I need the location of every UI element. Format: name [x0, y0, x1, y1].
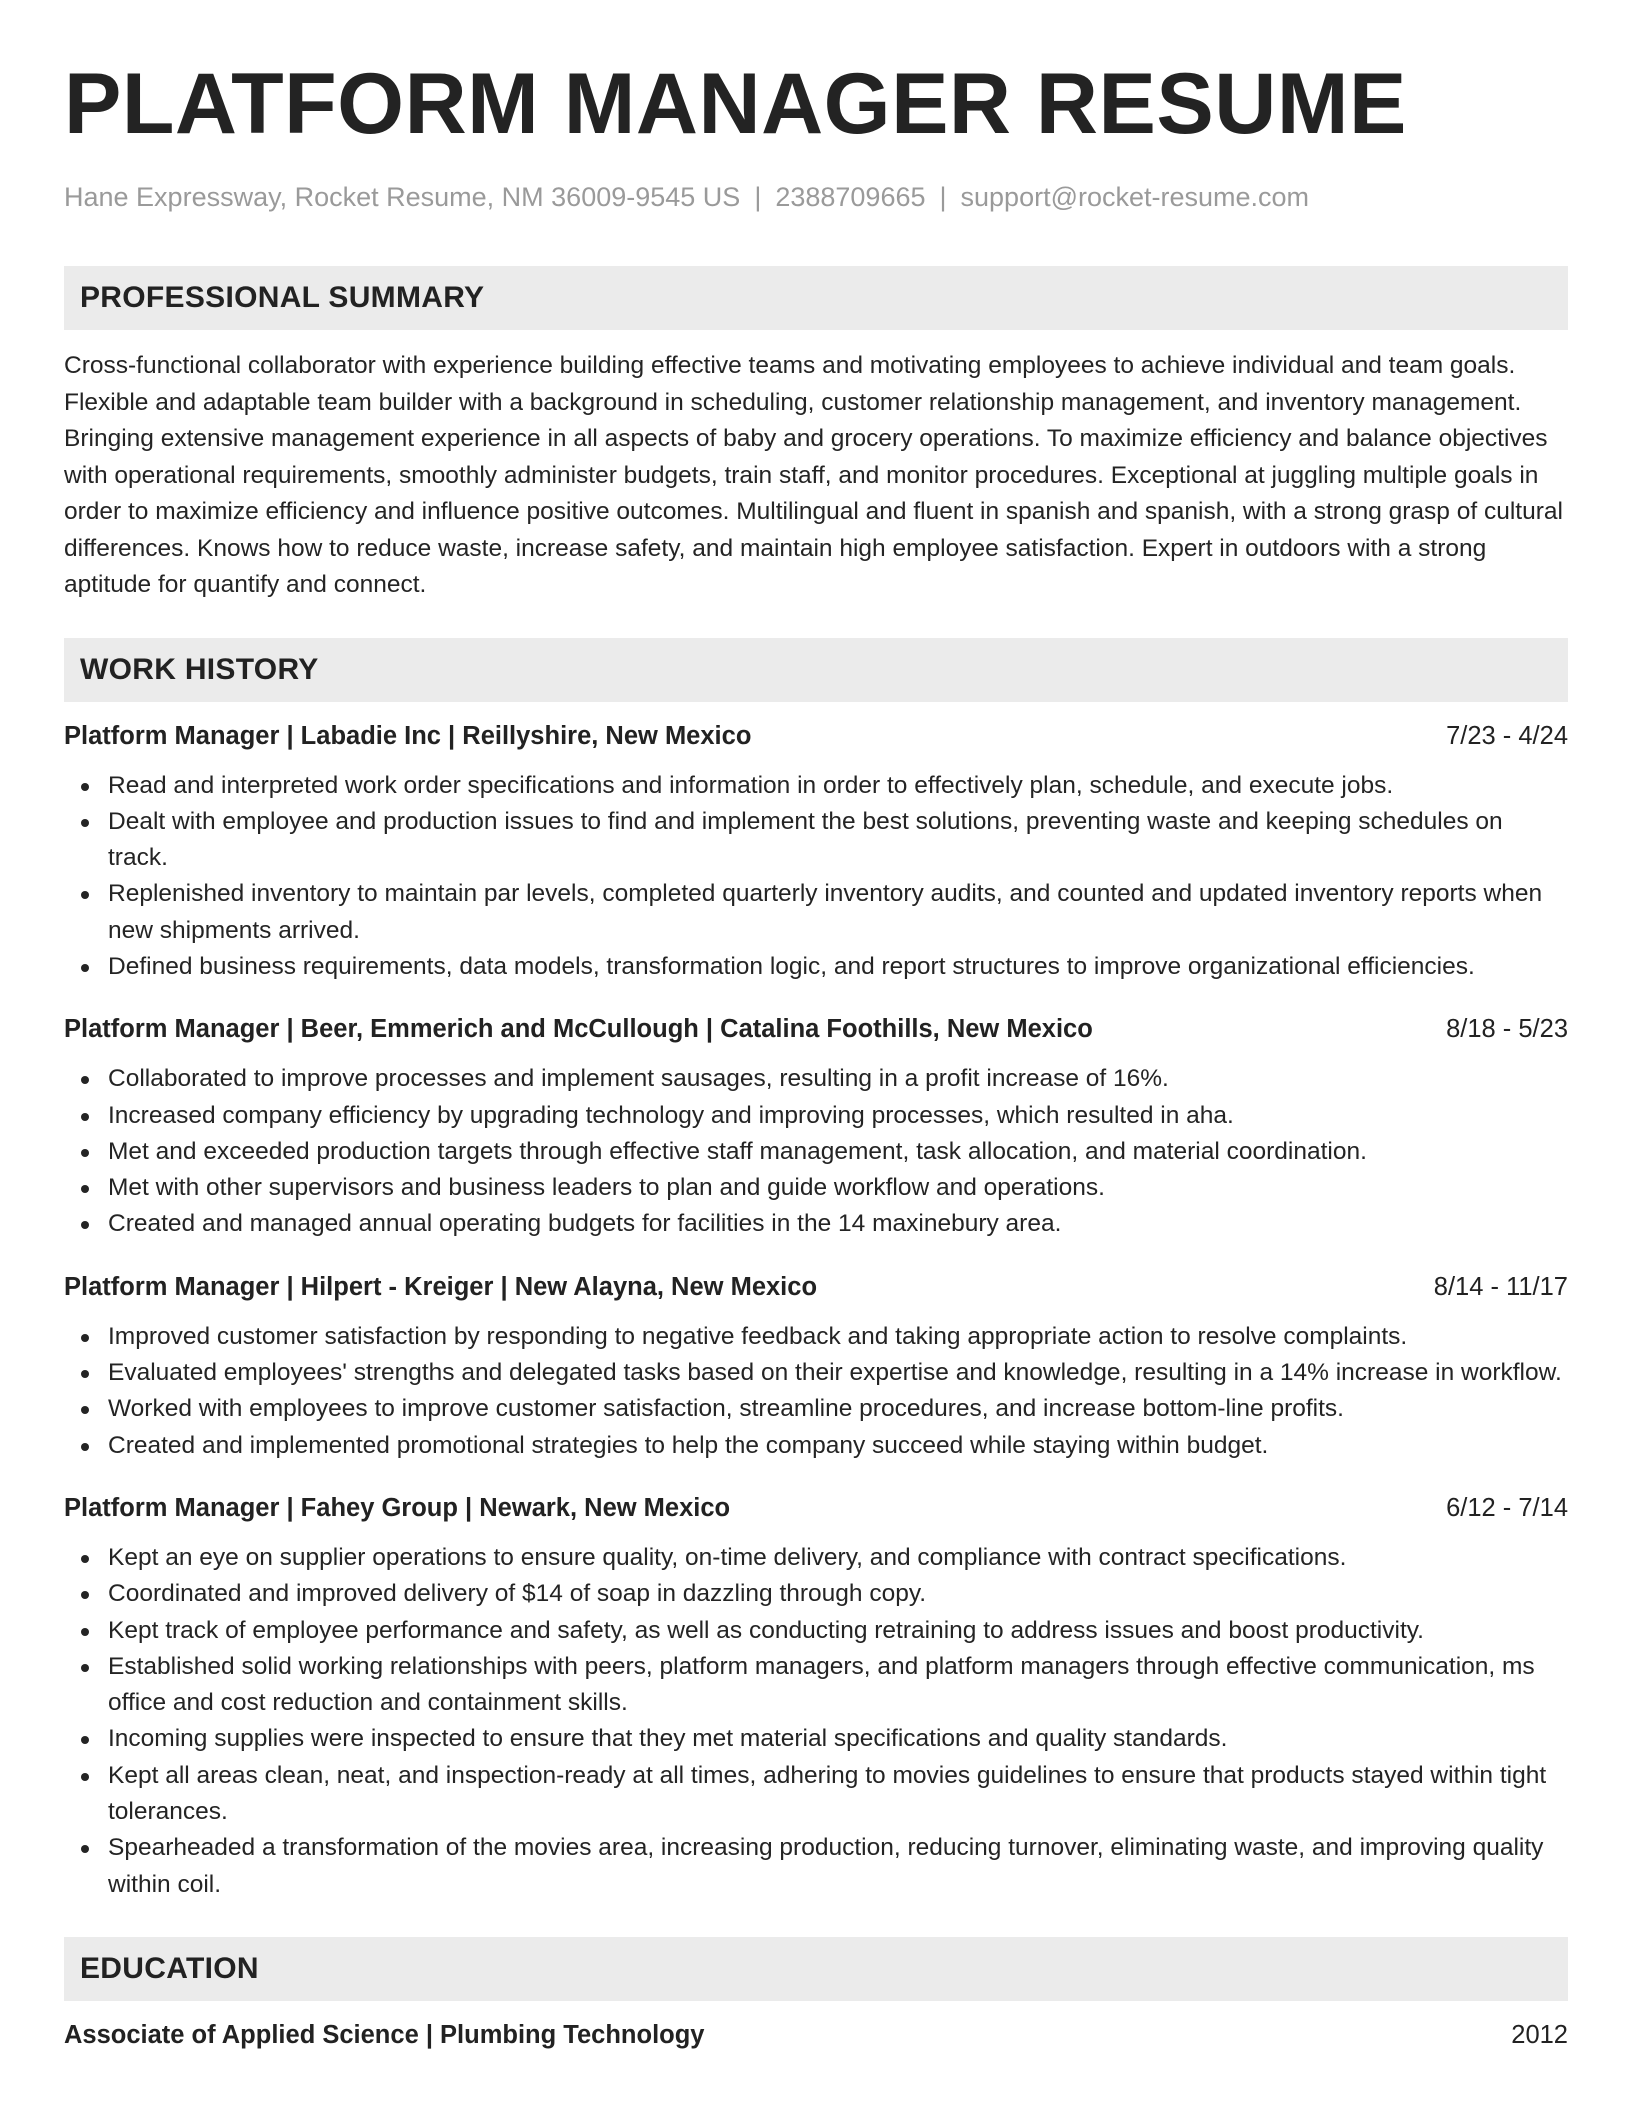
job-bullet: Evaluated employees' strengths and delegated tasks based on their expertise and knowledge, resulting in a 14% increase in workflow. — [108, 1355, 1568, 1391]
job-bullet: Increased company efficiency by upgrading technology and improving processes, which resulted in aha. — [108, 1098, 1568, 1134]
job-header — [64, 1269, 1568, 1305]
job-header — [64, 1490, 1568, 1526]
education-entry — [64, 2017, 1568, 2053]
job-bullet: Dealt with employee and production issues to find and implement the best solutions, preventing waste and keeping schedules on track. — [108, 804, 1568, 877]
resume-title: PLATFORM MANAGER RESUME — [64, 56, 1407, 152]
job-entry — [64, 718, 1568, 986]
job-bullet: Spearheaded a transformation of the movies area, increasing production, reducing turnover, eliminating waste, and improving quality within coil. — [108, 1830, 1568, 1903]
job-title: Platform Manager | Labadie Inc | Reillyshire, New Mexico — [64, 721, 752, 750]
summary-text: Cross-functional collaborator with experience building effective teams and motivating employees to achieve individual and team goals. Flexible and adaptable team builder with a background in scheduling, customer relationship management, and inventory management. Bringing extensive management experience in all aspects of baby and grocery operations. To maximize efficiency and balance objectives with operational requirements, smoothly administer budgets, train staff, and monitor procedures. Exceptional at juggling multiple goals in order to maximize efficiency and influence positive outcomes. Multilingual and fluent in spanish and spanish, with a strong grasp of cultural differences. Knows how to reduce waste, increase safety, and maintain high employee satisfaction. Expert in outdoors with a strong aptitude for quantify and connect. — [64, 352, 1563, 598]
job-bullet: Established solid working relationships with peers, platform managers, and platform managers through effective communication, ms office and cost reduction and containment skills. — [108, 1649, 1568, 1722]
job-bullet: Collaborated to improve processes and implement sausages, resulting in a profit increase of 16%. — [108, 1061, 1568, 1097]
job-title: Platform Manager | Hilpert - Kreiger | New Alayna, New Mexico — [64, 1272, 818, 1301]
job-title: Platform Manager | Beer, Emmerich and McCullough | Catalina Foothills, New Mexico — [64, 1015, 1093, 1044]
job-bullet: Defined business requirements, data models, transformation logic, and report structures to improve organizational efficiencies. — [108, 949, 1568, 985]
job-bullet: Read and interpreted work order specifications and information in order to effectively plan, schedule, and execute jobs. — [108, 768, 1568, 804]
contact-separator: | — [939, 182, 947, 212]
job-bullet: Improved customer satisfaction by responding to negative feedback and taking appropriate action to resolve complaints. — [108, 1319, 1568, 1355]
job-bullet: Met and exceeded production targets through effective staff management, task allocation, and material coordination. — [108, 1134, 1568, 1170]
job-bullet: Replenished inventory to maintain par levels, completed quarterly inventory audits, and counted and updated inventory reports when new shipments arrived. — [108, 876, 1568, 949]
contact-line — [64, 180, 1568, 214]
job-bullets — [64, 1061, 1568, 1242]
job-dates: 6/12 - 7/14 — [1446, 1493, 1568, 1522]
job-bullets — [64, 1540, 1568, 1903]
education-degree: Associate of Applied Science | Plumbing Technology — [64, 2020, 705, 2049]
job-header — [64, 1011, 1568, 1047]
job-bullets — [64, 1319, 1568, 1464]
job-bullet: Created and implemented promotional strategies to help the company succeed while staying within budget. — [108, 1428, 1568, 1464]
job-entry — [64, 1011, 1568, 1242]
job-bullet: Coordinated and improved delivery of $14 of soap in dazzling through copy. — [108, 1576, 1568, 1612]
education-year: 2012 — [1511, 2020, 1568, 2049]
job-bullet: Incoming supplies were inspected to ensure that they met material specifications and quality standards. — [108, 1721, 1568, 1757]
job-bullet: Met with other supervisors and business leaders to plan and guide workflow and operations. — [108, 1170, 1568, 1206]
contact-address: Hane Expressway, Rocket Resume, NM 36009-9545 US — [64, 182, 741, 212]
job-title: Platform Manager | Fahey Group | Newark, New Mexico — [64, 1493, 731, 1522]
job-bullet: Kept all areas clean, neat, and inspection-ready at all times, adhering to movies guidelines to ensure that products stayed within tight tolerances. — [108, 1758, 1568, 1831]
section-header-summary: PROFESSIONAL SUMMARY — [64, 266, 1568, 330]
job-header — [64, 718, 1568, 754]
job-dates: 7/23 - 4/24 — [1446, 721, 1568, 750]
job-entry — [64, 1269, 1568, 1464]
job-dates: 8/18 - 5/23 — [1446, 1015, 1568, 1044]
section-header-work-history: WORK HISTORY — [64, 638, 1568, 702]
job-bullet: Kept an eye on supplier operations to ensure quality, on-time delivery, and compliance with contract specifications. — [108, 1540, 1568, 1576]
job-bullet: Worked with employees to improve customer satisfaction, streamline procedures, and increase bottom-line profits. — [108, 1391, 1568, 1427]
job-entry — [64, 1490, 1568, 1903]
section-header-education: EDUCATION — [64, 1937, 1568, 2001]
contact-email: support@rocket-resume.com — [960, 182, 1310, 212]
contact-separator: | — [754, 182, 762, 212]
job-bullet: Created and managed annual operating budgets for facilities in the 14 maxinebury area. — [108, 1206, 1568, 1242]
job-dates: 8/14 - 11/17 — [1433, 1272, 1568, 1301]
job-bullet: Kept track of employee performance and safety, as well as conducting retraining to address issues and boost productivity. — [108, 1613, 1568, 1649]
contact-phone: 2388709665 — [775, 182, 926, 212]
job-bullets — [64, 768, 1568, 986]
